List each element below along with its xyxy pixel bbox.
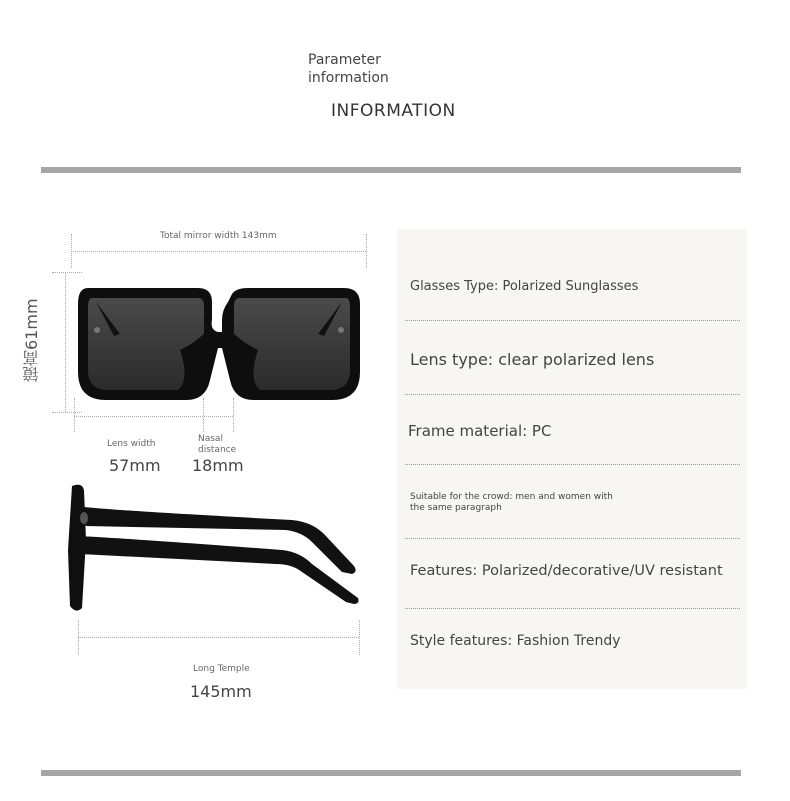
top-divider — [41, 167, 741, 173]
temple-dim-right-tick — [359, 620, 360, 655]
lens-height-label: 镜高61mm — [22, 298, 41, 382]
glasses-front-illustration — [70, 280, 370, 410]
spec-lens-type: Lens type: clear polarized lens — [410, 350, 655, 369]
spec-separator — [405, 538, 740, 539]
height-dim-top-tick — [52, 272, 82, 273]
width-dim-line — [71, 251, 366, 252]
glasses-side-illustration — [62, 480, 362, 615]
temple-length-label: Long Temple — [193, 664, 250, 674]
nasal-distance-value: 18mm — [192, 456, 244, 475]
spec-separator — [405, 394, 740, 395]
spec-frame-material: Frame material: PC — [408, 422, 552, 440]
spec-separator — [405, 608, 740, 609]
spec-features: Features: Polarized/decorative/UV resistant — [410, 563, 723, 579]
spec-style-features: Style features: Fashion Trendy — [410, 633, 621, 649]
lens-dim-left-tick — [74, 398, 75, 432]
width-dim-right-tick — [366, 234, 367, 268]
lens-dim-right-tick — [233, 398, 234, 432]
total-width-label: Total mirror width 143mm — [160, 231, 277, 241]
spec-separator — [405, 464, 740, 465]
spec-separator — [405, 320, 740, 321]
lens-width-value: 57mm — [109, 456, 161, 475]
spec-glasses-type: Glasses Type: Polarized Sunglasses — [410, 279, 639, 294]
temple-length-value: 145mm — [190, 682, 252, 701]
header-title: INFORMATION — [331, 101, 456, 121]
height-dim-bottom-tick — [52, 412, 82, 413]
temple-dim-line — [78, 637, 359, 638]
lens-dim-line — [74, 416, 233, 417]
lens-width-label: Lens width — [107, 439, 156, 449]
spec-suitable-crowd: Suitable for the crowd: men and women with the same paragraph — [410, 492, 613, 513]
header-subtitle: Parameter information — [308, 52, 389, 86]
nasal-dim-tick — [203, 398, 204, 432]
specs-panel — [397, 229, 747, 689]
height-dim-line — [65, 272, 66, 412]
nasal-distance-label: Nasal distance — [198, 434, 237, 455]
bottom-divider — [41, 770, 741, 776]
